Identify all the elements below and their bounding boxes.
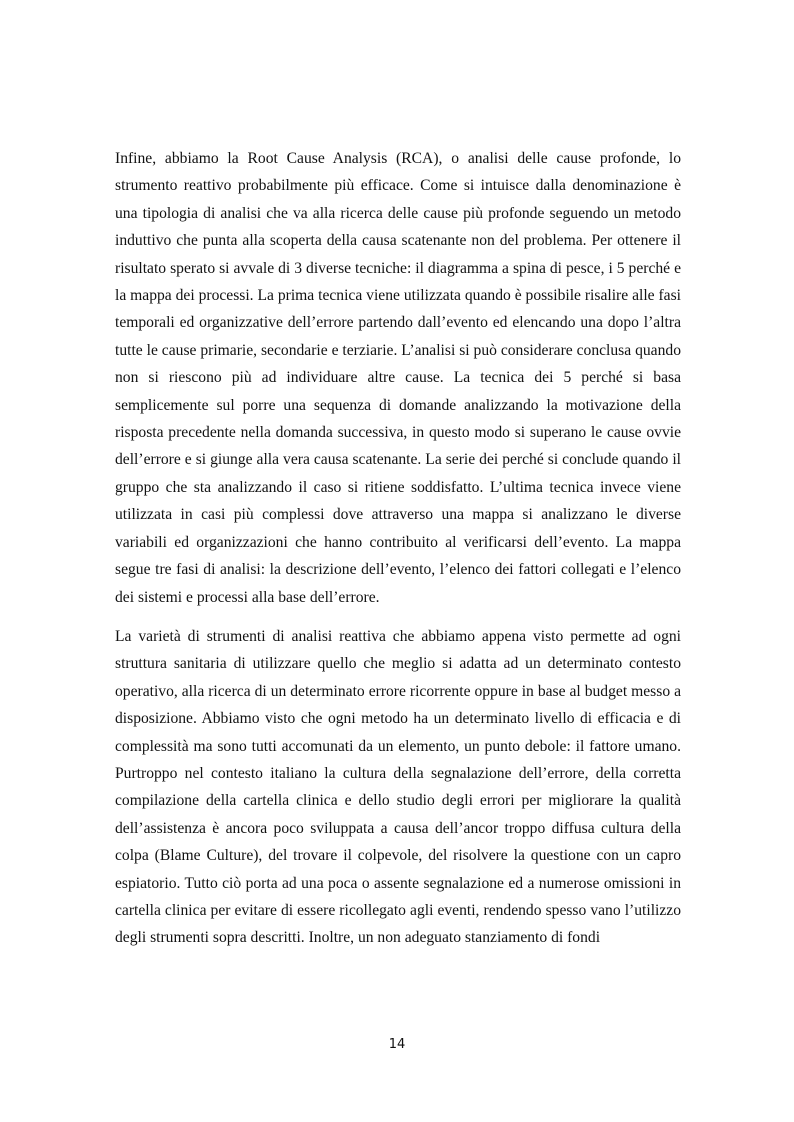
page-number: 14: [388, 1037, 406, 1052]
paragraph-strumenti: La varietà di strumenti di analisi reattiva che abbiamo appena visto permette ad ogni struttura sanitaria di utilizzare quello che meglio si adatta ad un determinato contesto operativo, alla ricerca di un determinato errore ricorrente oppure in base al budget messo a disposizione. Abbiamo visto che ogni metodo ha un determinato livello di efficacia e di complessità ma sono tutti accomunati da un elemento, un punto debole: il fattore umano. Purtroppo nel contesto italiano la cultura della segnalazione dell’errore, della corretta compilazione della cartella clinica e dello studio degli errori per migliorare la qualità dell’assistenza è ancora poco sviluppata a causa dell’ancor troppo diffusa cultura della colpa (Blame Culture), del trovare il colpevole, del risolvere la questione con un capro espiatorio. Tutto ciò porta ad una poca o assente segnalazione ed a numerose omissioni in cartella clinica per evitare di essere ricollegato agli eventi, rendendo spesso vano l’utilizzo degli strumenti sopra descritti. Inoltre, un non adeguato stanziamento di fondi: [115, 628, 681, 947]
paragraph-rca: Infine, abbiamo la Root Cause Analysis (RCA), o analisi delle cause profonde, lo strumento reattivo probabilmente più efficace. Come si intuisce dalla denominazione è una tipologia di analisi che va alla ricerca delle cause più profonde seguendo un metodo induttivo che punta alla scoperta della causa scatenante non del problema. Per ottenere il risultato sperato si avvale di 3 diverse tecniche: il diagramma a spina di pesce, i 5 perché e la mappa dei processi. La prima tecnica viene utilizzata quando è possibile risalire alle fasi temporali ed organizzative dell’errore partendo dall’evento ed elencando una dopo l’altra tutte le cause primarie, secondarie e terziarie. L’analisi si può considerare conclusa quando non si riescono più ad individuare altre cause. La tecnica dei 5 perché si basa semplicemente sul porre una sequenza di domande analizzando la motivazione della risposta precedente nella domanda successiva, in questo modo si superano le cause ovvie dell’errore e si giunge alla vera causa scatenante. La serie dei perché si conclude quando il gruppo che sta analizzando il caso si ritiene soddisfatto. L’ultima tecnica invece viene utilizzata in casi più complessi dove attraverso una mappa si analizzano le diverse variabili ed organizzazioni che hanno contribuito al verificarsi dell’evento. La mappa segue tre fasi di analisi: la descrizione dell’evento, l’elenco dei fattori collegati e l’elenco dei sistemi e processi alla base dell’errore.: [115, 150, 681, 606]
